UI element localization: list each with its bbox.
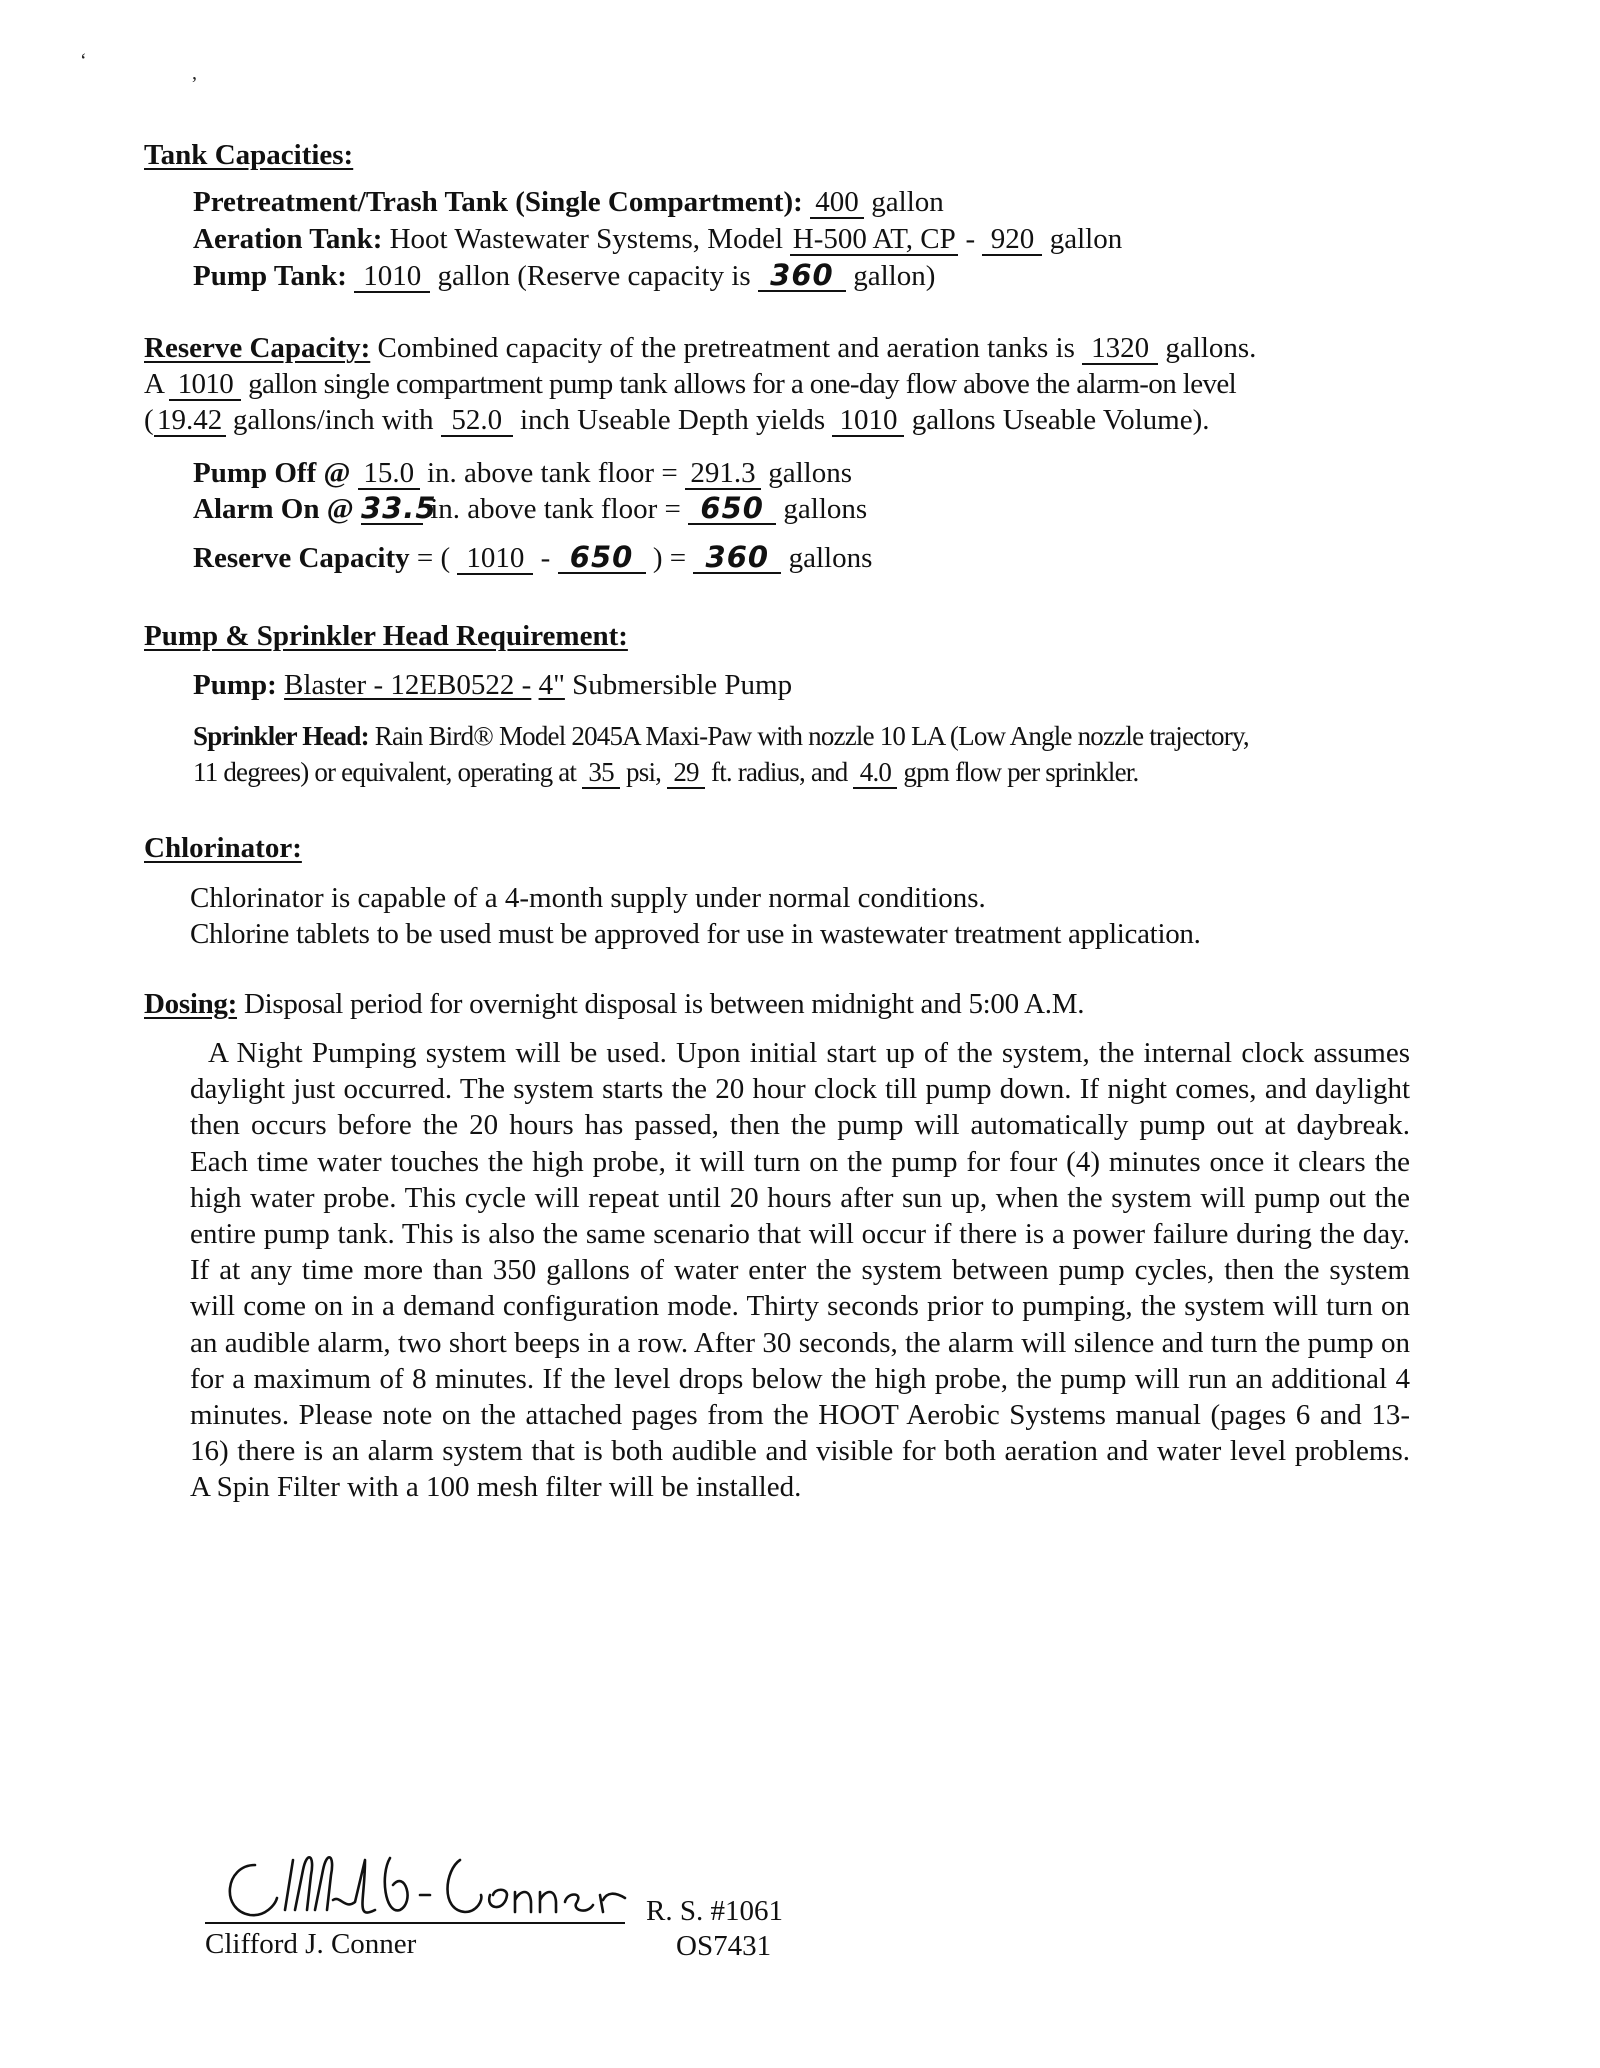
chlorinator-line-2: Chlorine tablets to be used must be approved for use in wastewater treatment application.	[190, 918, 1201, 950]
reserve-line-1	[144, 330, 1256, 366]
pretreatment-unit: gallon	[871, 186, 944, 218]
reserve-line-3-text-c: gallons Useable Volume).	[911, 404, 1210, 436]
pump-off-text: in. above tank floor =	[426, 457, 678, 489]
signature-scribble	[215, 1840, 635, 1925]
pretreatment-value: 400	[810, 187, 864, 219]
pump-off-gallons: 291.3	[685, 458, 761, 490]
pump-tank-text-end: gallon)	[853, 260, 936, 292]
reserve-line-2	[144, 366, 1236, 402]
aeration-value: 920	[982, 224, 1042, 256]
reserve-line-2-prefix: A	[144, 368, 163, 400]
pump-model-label: Pump:	[193, 669, 277, 701]
dosing-intro: Disposal period for overnight disposal is between midnight and 5:00 A.M.	[243, 988, 1085, 1020]
alarm-on-unit: gallons	[783, 493, 868, 525]
reserve-eq-minus: -	[540, 542, 551, 574]
pretreatment-line	[193, 184, 944, 220]
reserve-eq-result-handwritten: 360	[693, 542, 781, 574]
dosing-paragraph-block	[190, 1035, 1410, 1506]
sprinkler-head-text-2c: ft. radius, and	[711, 757, 848, 787]
pump-model-value: Blaster - 12EB0522 -	[284, 669, 532, 701]
useable-depth-value: 52.0	[441, 405, 513, 437]
pump-off-unit: gallons	[768, 457, 852, 489]
aeration-model: H-500 AT, CP	[790, 224, 958, 256]
os-number: OS7431	[676, 1930, 772, 1962]
signature-line	[205, 1922, 625, 1924]
useable-volume-value: 1010	[832, 405, 904, 437]
alarm-on-line	[193, 491, 867, 527]
reserve-eq-b-handwritten: 650	[558, 542, 646, 574]
reserve-line-2-text: gallon single compartment pump tank allows for a one-day flow above the alarm-on level	[248, 368, 1237, 400]
reserve-equation-label: Reserve Capacity	[193, 542, 410, 574]
reserve-line-3-text-b: inch Useable Depth yields	[520, 404, 826, 436]
pump-tank-value: 1010	[354, 261, 430, 293]
aeration-text: Hoot Wastewater Systems, Model	[389, 223, 784, 255]
sprinkler-head-line-2	[193, 754, 1138, 790]
alarm-on-label: Alarm On @	[193, 493, 354, 525]
reserve-line-1-unit: gallons.	[1165, 332, 1257, 364]
pump-tank-line	[193, 258, 935, 294]
reserve-line-3-text-a: gallons/inch with	[232, 404, 434, 436]
reserve-capacity-heading: Reserve Capacity:	[144, 332, 371, 364]
pump-tank-gallons: 1010	[169, 369, 241, 401]
alarm-on-text: in. above tank floor =	[430, 493, 681, 525]
pretreatment-label: Pretreatment/Trash Tank (Single Compartment):	[193, 186, 803, 218]
alarm-on-inches-handwritten: 33.5	[360, 491, 437, 525]
reserve-eq-open: = (	[416, 542, 451, 574]
gpm-value: 4.0	[853, 757, 897, 789]
sprinkler-head-text-2a: 11 degrees) or equivalent, operating at	[193, 757, 577, 787]
pump-tank-label: Pump Tank:	[193, 260, 347, 292]
dosing-paragraph: A Night Pumping system will be used. Upon initial start up of the system, the internal clock assumes daylight just occurred. The system starts the 20 hour clock till pump down. If night comes, and daylight then occurs before the 20 hours has passed, then the pump will automatically pump out at daybreak. Each time water touches the high probe, it will turn on the pump for four (4) minutes once it clears the high water probe. This cycle will repeat until 20 hours after sun up, when the system will pump out the entire pump tank. This is also the same scenario that will occur if there is a power failure during the day. If at any time more than 350 gallons of water enter the system between pump cycles, then the system will come on in a demand configuration mode. Thirty seconds prior to pumping, the system will turn on an audible alarm, two short beeps in a row. After 30 seconds, the alarm will silence and turn the pump on for a maximum of 8 minutes. If the level drops below the high probe, the pump will run an additional 4 minutes. Please note on the attached pages from the HOOT Aerobic Systems manual (pages 6 and 13-16) there is an alarm system that is both audible and visible for both aeration and water level problems. A Spin Filter with a 100 mesh filter will be installed.	[190, 1037, 1410, 1504]
sprinkler-head-text-2b: psi,	[626, 757, 662, 787]
reserve-line-1-text: Combined capacity of the pretreatment and aeration tanks is	[377, 332, 1075, 364]
reserve-eq-close: ) =	[652, 542, 687, 574]
pump-sprinkler-heading: Pump & Sprinkler Head Requirement:	[144, 620, 628, 652]
alarm-on-gallons-handwritten: 650	[688, 493, 776, 525]
chlorinator-line-1: Chlorinator is capable of a 4-month supply under normal conditions.	[190, 882, 986, 914]
sprinkler-head-line-1	[193, 718, 1249, 754]
pump-model-line	[193, 667, 792, 703]
open-paren: (	[144, 404, 154, 436]
reserve-equation-line	[193, 540, 872, 576]
sprinkler-head-text-2d: gpm flow per sprinkler.	[903, 757, 1139, 787]
aeration-line	[193, 221, 1122, 257]
printed-name: Clifford J. Conner	[205, 1928, 417, 1960]
pump-reserve-handwritten: 360	[758, 260, 846, 292]
sprinkler-head-text-1: Rain Bird® Model 2045A Maxi-Paw with nozzle 10 LA (Low Angle nozzle trajectory,	[374, 721, 1249, 751]
scan-speck: ,	[192, 62, 197, 84]
scan-speck: ‘	[80, 50, 87, 72]
radius-value: 29	[667, 757, 705, 789]
pump-off-inches: 15.0	[358, 458, 420, 490]
pump-model-desc: Submersible Pump	[572, 669, 793, 701]
pump-off-line	[193, 455, 852, 491]
psi-value: 35	[582, 757, 620, 789]
tank-capacities-heading: Tank Capacities:	[144, 139, 354, 171]
reserve-eq-unit: gallons	[788, 542, 873, 574]
pump-tank-text: gallon (Reserve capacity is	[437, 260, 751, 292]
rs-number: R. S. #1061	[646, 1895, 783, 1927]
reserve-line-3	[144, 402, 1209, 438]
gallons-per-inch-value: 19.42	[154, 405, 226, 437]
dosing-intro-line	[144, 986, 1084, 1022]
aeration-dash: -	[965, 223, 976, 255]
sprinkler-head-label: Sprinkler Head:	[193, 721, 369, 751]
pump-off-label: Pump Off @	[193, 457, 351, 489]
chlorinator-heading: Chlorinator:	[144, 832, 302, 864]
reserve-eq-a: 1010	[457, 543, 533, 575]
pump-model-size: 4"	[538, 669, 565, 701]
aeration-unit: gallon	[1049, 223, 1123, 255]
combined-capacity-value: 1320	[1082, 333, 1158, 365]
aeration-label: Aeration Tank:	[193, 223, 383, 255]
dosing-heading: Dosing:	[144, 988, 237, 1020]
